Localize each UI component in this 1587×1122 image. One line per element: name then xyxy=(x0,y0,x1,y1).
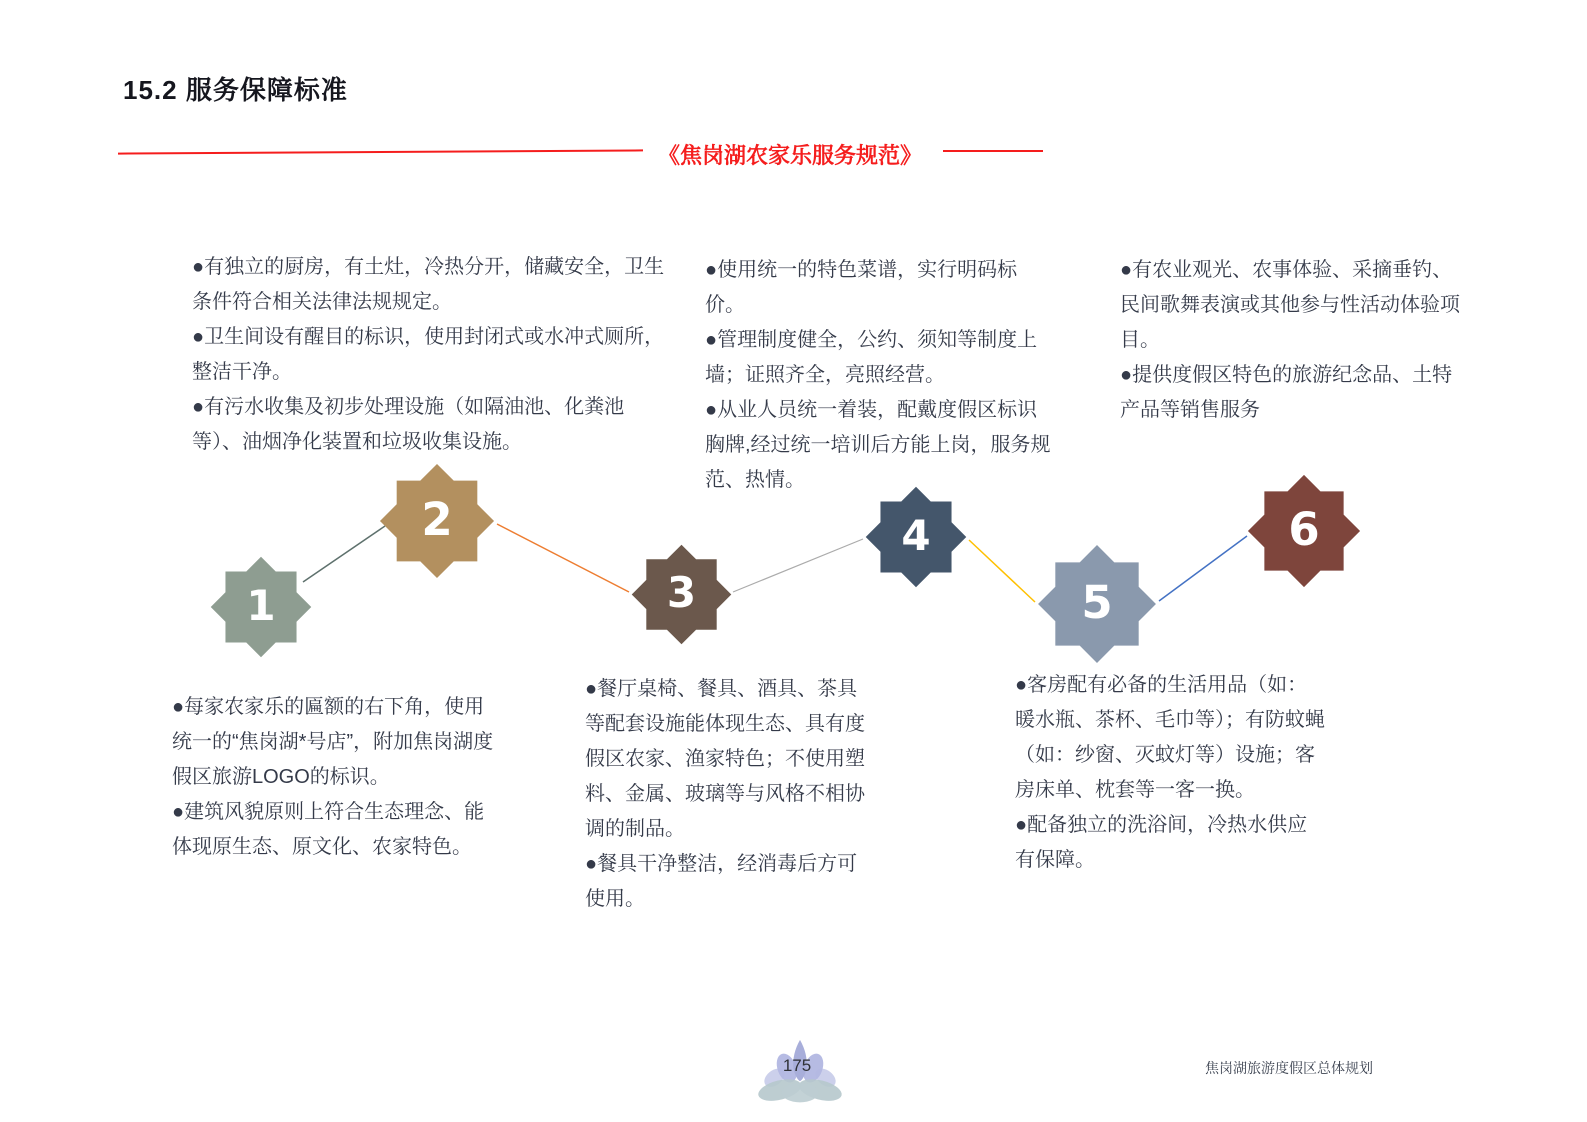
bullet-block-guestroom xyxy=(1015,668,1327,878)
bullet-item: ●客房配有必备的生活用品（如：暖水瓶、茶杯、毛巾等）；有防蚊蝇（如：纱窗、灭蚊灯等）设施；客房床单、枕套等一客一换。 xyxy=(1015,674,1325,801)
star-badge-3 xyxy=(630,543,733,646)
star-number: 1 xyxy=(246,580,276,630)
bullet-block-activities xyxy=(1120,253,1462,428)
star-badge-2 xyxy=(378,462,496,580)
bullet-block-dining-utensils xyxy=(585,672,865,917)
bullet-item: ●有农业观光、农事体验、采摘垂钓、民间歌舞表演或其他参与性活动体验项目。 xyxy=(1120,259,1460,351)
footer-doc-title: 焦岗湖旅游度假区总体规划 xyxy=(1205,1060,1373,1076)
bullet-block-signage-architecture xyxy=(172,690,500,865)
connector-1-2 xyxy=(303,526,385,582)
star-number: 3 xyxy=(666,568,697,617)
bullet-item: ●从业人员统一着装，配戴度假区标识胸牌,经过统一培训后方能上岗，服务规范、热情。 xyxy=(705,399,1051,491)
star-badge-4 xyxy=(864,485,968,589)
red-divider-right xyxy=(943,150,1043,152)
bullet-item: ●配备独立的洗浴间，冷热水供应有保障。 xyxy=(1015,814,1308,871)
page-number: 175 xyxy=(782,1056,812,1075)
bullet-block-kitchen-sanitation xyxy=(192,250,674,460)
bullet-item: ●每家农家乐的匾额的右下角，使用统一的“焦岗湖*号店”，附加焦岗湖度假区旅游LOGO的标识。 xyxy=(172,696,494,788)
bullet-item: ●卫生间设有醒目的标识，使用封闭式或水冲式厕所，整洁干净。 xyxy=(192,326,665,383)
connector-5-6 xyxy=(1159,536,1247,601)
star-number: 2 xyxy=(421,492,453,546)
star-number: 6 xyxy=(1288,502,1320,556)
bullet-item: ●建筑风貌原则上符合生态理念、能体现原生态、原文化、农家特色。 xyxy=(172,801,485,858)
star-badge-6 xyxy=(1246,473,1362,589)
bullet-block-management xyxy=(705,253,1053,498)
bullet-item: ●有独立的厨房，有土灶，冷热分开，储藏安全，卫生条件符合相关法律法规规定。 xyxy=(192,256,665,313)
connector-3-4 xyxy=(733,539,863,592)
red-divider-left xyxy=(118,149,643,154)
page-title: 15.2 服务保障标准 xyxy=(123,75,348,105)
star-badge-5 xyxy=(1036,543,1158,665)
star-number: 4 xyxy=(901,510,931,560)
connector-4-5 xyxy=(969,540,1035,602)
star-badge-1 xyxy=(209,555,313,659)
bullet-item: ●使用统一的特色菜谱，实行明码标价。 xyxy=(705,259,1018,316)
connector-2-3 xyxy=(497,524,629,592)
bullet-item: ●管理制度健全，公约、须知等制度上墙；证照齐全，亮照经营。 xyxy=(705,329,1038,386)
bullet-item: ●餐具干净整洁，经消毒后方可使用。 xyxy=(585,853,858,910)
bullet-item: ●提供度假区特色的旅游纪念品、土特产品等销售服务 xyxy=(1120,364,1453,421)
bullet-item: ●有污水收集及初步处理设施（如隔油池、化粪池等）、油烟净化装置和垃圾收集设施。 xyxy=(192,396,625,453)
bullet-item: ●餐厅桌椅、餐具、酒具、茶具等配套设施能体现生态、具有度假区农家、渔家特色；不使用塑料、金属、玻璃等与风格不相协调的制品。 xyxy=(585,678,865,840)
star-number: 5 xyxy=(1081,575,1113,629)
banner-title: 《焦岗湖农家乐服务规范》 xyxy=(657,143,922,168)
